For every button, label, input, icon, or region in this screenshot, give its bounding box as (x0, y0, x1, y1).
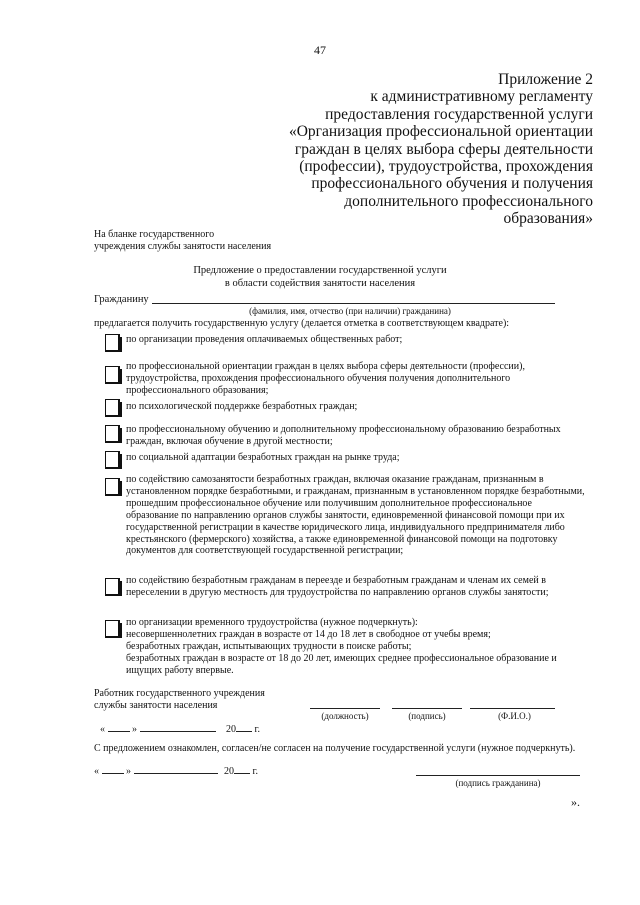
option-checkbox-career-guidance[interactable] (105, 366, 120, 384)
letterhead-note (94, 229, 271, 252)
caption-fio: (Ф.И.О.) (498, 711, 531, 721)
page-number: 47 (314, 43, 326, 57)
appendix-line: предоставления государственной услуги (325, 105, 593, 123)
option-checkbox-self-employment[interactable] (105, 478, 120, 496)
year-prefix: 20 (224, 766, 234, 777)
citizen-label: Гражданину (94, 294, 149, 305)
closing-quote: ». (571, 795, 580, 809)
appendix-header (263, 71, 593, 228)
date-open-quote: « (94, 766, 99, 777)
month-field[interactable] (134, 773, 218, 774)
option-checkbox-public-works[interactable] (105, 334, 120, 352)
citizen-name-field[interactable] (152, 303, 555, 304)
appendix-line: (профессии), трудоустройства, прохождения (299, 158, 593, 176)
letterhead-line-2: учреждения службы занятости населения (94, 240, 272, 252)
citizen-signature-field[interactable] (416, 775, 580, 776)
option-public-works: по организации проведения оплачиваемых общественных работ; (126, 334, 403, 345)
appendix-line: профессионального обучения и получения (311, 175, 593, 193)
month-field[interactable] (140, 731, 216, 732)
agreement-text: С предложением ознакомлен, согласен/не согласен на получение государственной услуги (нужное подчеркнуть). (94, 743, 576, 754)
date-close-quote: » (132, 724, 137, 735)
appendix-line: граждан в целях выбора сферы деятельности (294, 140, 593, 158)
worker-label-line-1: Работник государственного учреждения (94, 688, 265, 699)
letterhead-line-1: На бланке государственного (94, 229, 215, 240)
appendix-line: к административному регламенту (370, 88, 593, 106)
appendix-line: «Организация профессиональной ориентации (288, 123, 593, 141)
appendix-line: дополнительного профессионального (344, 192, 593, 210)
date-open-quote: « (100, 724, 105, 735)
worker-label (94, 688, 265, 711)
day-field[interactable] (108, 731, 130, 732)
option-checkbox-training[interactable] (105, 425, 120, 443)
worker-position-field[interactable] (310, 708, 380, 709)
day-field[interactable] (102, 773, 124, 774)
year-field[interactable] (234, 773, 250, 774)
year-suffix: г. (254, 724, 260, 735)
year-prefix: 20 (226, 724, 236, 735)
option-social-adaptation: по социальной адаптации безработных граждан на рынке труда; (126, 452, 400, 463)
option-career-guidance: по профессиональной ориентации граждан в целях выбора сферы деятельности (профессии), трудоустройства, прохождения профессионального обучения получения дополнительного профессионального образования; (126, 361, 525, 396)
offered-text: предлагается получить государственную услугу (делается отметка в соответствующем квадрате): (94, 318, 510, 329)
option-checkbox-psychological-support[interactable] (105, 399, 120, 417)
year-field[interactable] (236, 731, 252, 732)
option-psychological-support: по психологической поддержке безработных граждан; (126, 401, 358, 412)
option-self-employment: по содействию самозанятости безработных граждан, включая оказание гражданам, признанным в установленном порядке безработными, и гражданам, признанным в установленном порядке безработными, прошедшим профессиональное обучение или получившим дополнительное профессиональное образование по направлению органов службы занятости, единовременной финансовой помощи при их государственной регистрации в качестве юридического лица, индивидуального предпринимателя либо крестьянского (фермерского) хозяйства, а также единовременной финансовой помощи на подготовку документов для соответствующей государственной регистрации; (126, 474, 585, 557)
worker-fio-field[interactable] (470, 708, 555, 709)
option-checkbox-social-adaptation[interactable] (105, 451, 120, 469)
appendix-line: образования» (503, 210, 593, 228)
form-title-line-2: в области содействия занятости населения (224, 278, 416, 289)
worker-signature-field[interactable] (392, 708, 462, 709)
worker-date (100, 724, 260, 735)
citizen-signature-caption: (подпись гражданина) (455, 778, 541, 788)
date-close-quote: » (126, 766, 131, 777)
option-checkbox-temporary-employment[interactable] (105, 620, 120, 638)
worker-label-line-2: службы занятости населения (94, 699, 218, 711)
citizen-name-caption: (фамилия, имя, отчество (при наличии) гражданина) (249, 306, 451, 316)
option-temporary-employment: по организации временного трудоустройства (нужное подчеркнуть): несовершеннолетних граждан в возрасте от 14 до 18 лет в свободное от учебы время; безработных граждан, испытывающих трудности в поиске работы; безработных граждан в возрасте от 18 до 20 лет, имеющих среднее профессиональное образование и ищущих работу впервые. (126, 617, 557, 676)
form-title-line-1: Предложение о предоставлении государственной услуги (193, 265, 447, 276)
caption-position: (должность) (321, 711, 369, 721)
option-training: по профессиональному обучению и дополнительному профессиональному образованию безработных граждан, включая обучение в другой местности; (126, 424, 561, 447)
option-relocation: по содействию безработным гражданам в переезде и безработным гражданам и членам их семей в переселении в другую местность для трудоустройства по направлению органов службы занятости; (126, 575, 549, 598)
citizen-date (94, 766, 258, 777)
year-suffix: г. (252, 766, 258, 777)
appendix-line: Приложение 2 (498, 71, 593, 88)
caption-signature: (подпись) (408, 711, 446, 721)
option-checkbox-relocation[interactable] (105, 578, 120, 596)
